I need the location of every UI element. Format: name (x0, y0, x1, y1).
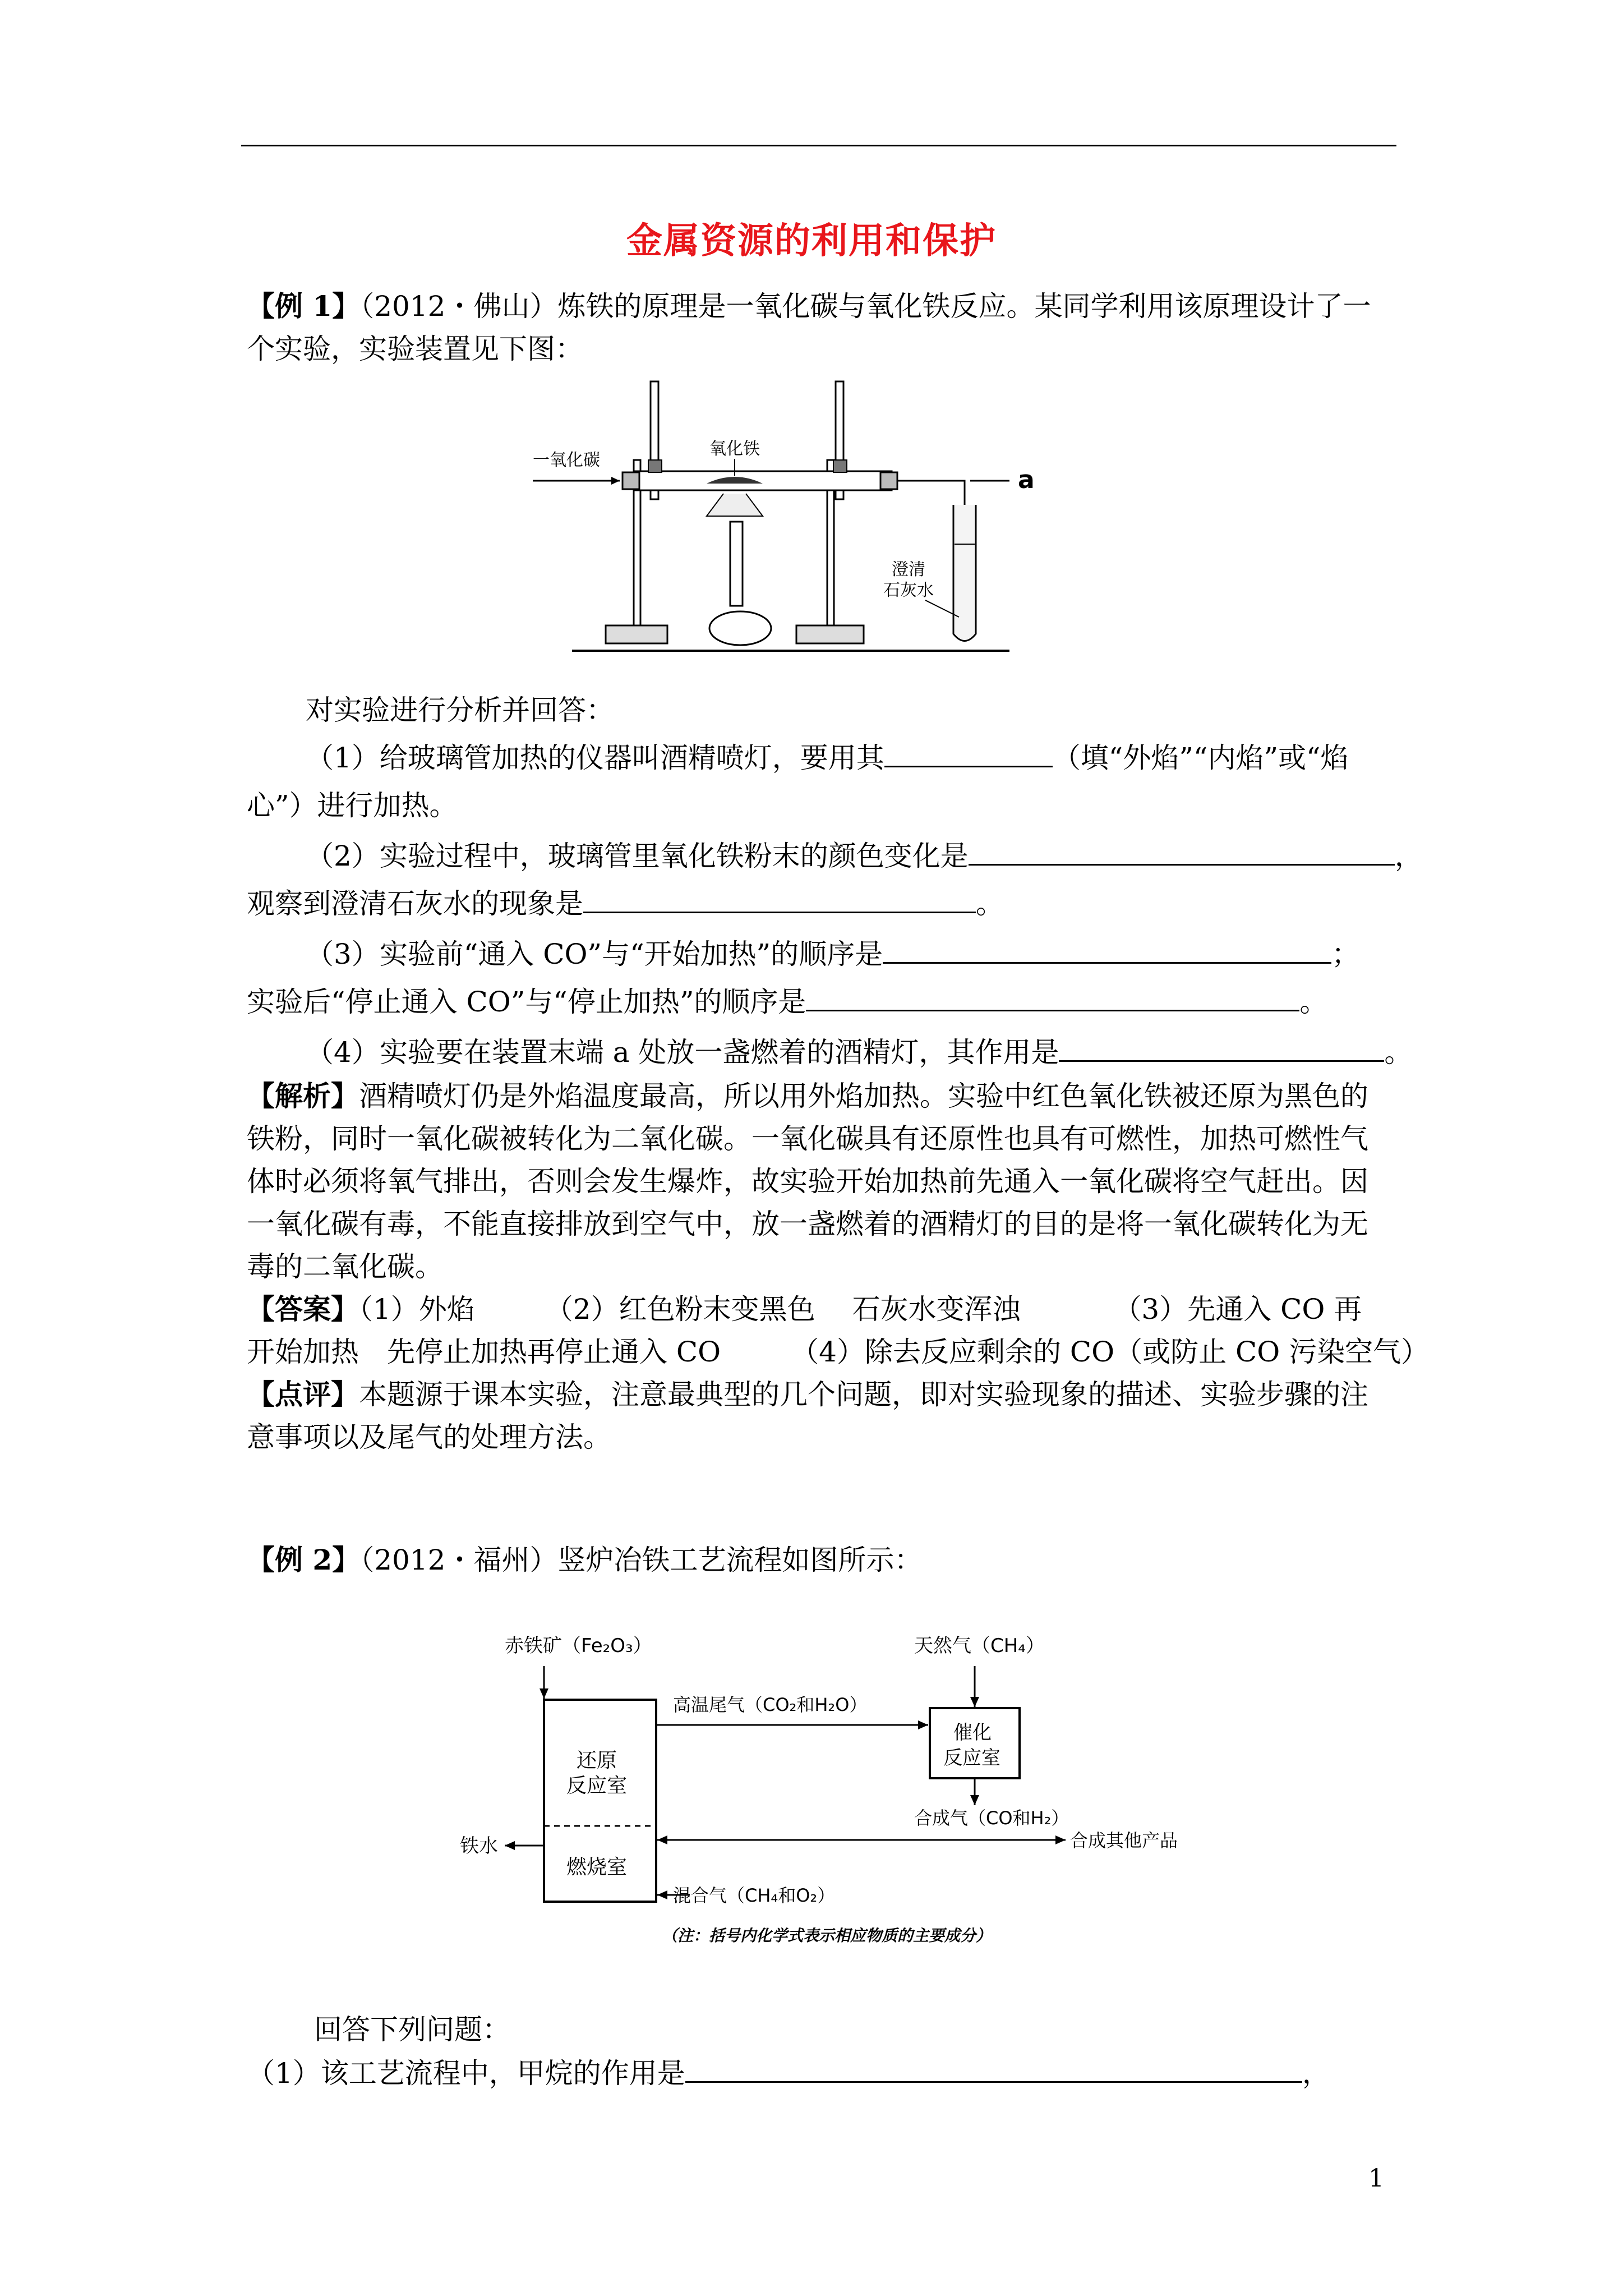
natural-gas-label: 天然气（CH₄） (914, 1635, 1045, 1657)
right-stopper (880, 472, 897, 489)
co-inlet-arrow (611, 477, 620, 485)
limewater-label-1: 澄清 (892, 560, 925, 579)
outlet-a-label: a (1018, 466, 1035, 494)
mixed-gas-label: 混合气（CH₄和O₂） (673, 1885, 836, 1906)
hot-gas-arrow (918, 1720, 928, 1729)
natural-gas-arrow (970, 1697, 979, 1707)
molten-iron-arrow (505, 1841, 515, 1850)
burner-tube (730, 522, 743, 606)
glass-tube (634, 471, 892, 490)
example2-tag: 【例 2】 (247, 1543, 361, 1576)
q2-limewater-blank[interactable] (583, 886, 976, 913)
example1-q1-cont: 心”）进行加热。 (247, 789, 458, 822)
analysis-tag: 【解析】 (247, 1079, 359, 1112)
other-products-arrow (1055, 1835, 1066, 1844)
example2-intro: 回答下列问题： (314, 2013, 510, 2046)
right-clamp (833, 460, 847, 472)
comment-line-2: 意事项以及尾气的处理方法。 (247, 1421, 611, 1453)
syngas-label: 合成气（CO和H₂） (914, 1807, 1069, 1829)
q1-answer-blank[interactable] (884, 740, 1053, 767)
test-tube (953, 505, 976, 641)
analysis-line-2: 铁粉，同时一氧化碳被转化为二氧化碳。一氧化碳具有还原性也具有可燃性，加热可燃性气 (247, 1122, 1368, 1155)
example1-q2-cont: 观察到澄清石灰水的现象是 。 (247, 884, 1402, 924)
reduction-label-2: 反应室 (566, 1774, 628, 1797)
co-label: 一氧化碳 (533, 450, 600, 470)
catalytic-label-1: 催化 (953, 1722, 992, 1744)
syngas-return-arrow (657, 1835, 667, 1844)
q3-after-order-blank[interactable] (806, 984, 1299, 1011)
analysis-line-1: 【解析】酒精喷灯仍是外焰温度最高，所以用外焰加热。实验中红色氧化铁被还原为黑色的 (247, 1079, 1368, 1112)
analysis-line-5: 毒的二氧化碳。 (247, 1250, 443, 1283)
catalytic-label-2: 反应室 (943, 1747, 1000, 1769)
comment-tag: 【点评】 (247, 1378, 359, 1411)
page-number: 1 (1368, 2164, 1384, 2193)
answer-tag: 【答案】 (247, 1292, 359, 1326)
hematite-feed-arrow (540, 1688, 548, 1699)
limewater-label-2: 石灰水 (883, 581, 934, 600)
syngas-down-arrow (970, 1795, 979, 1805)
comment-line-1: 【点评】本题源于课本实验，注意最典型的几个问题，即对实验现象的描述、实验步骤的注 (247, 1378, 1368, 1411)
header-rule (241, 145, 1396, 146)
hematite-label: 赤铁矿（Fe₂O₃） (505, 1635, 652, 1657)
hot-gas-label: 高温尾气（CO₂和H₂O） (673, 1694, 868, 1715)
q2-color-change-blank[interactable] (969, 838, 1395, 866)
other-products-label: 合成其他产品 (1070, 1830, 1178, 1851)
example1-question: 【例 1】（2012・佛山）炼铁的原理是一氧化碳与氧化铁反应。某同学利用该原理设计了一 (247, 289, 1371, 323)
example1-q2: （2）实验过程中，玻璃管里氧化铁粉末的颜色变化是 ， (306, 836, 1461, 876)
example1-intro: 对实验进行分析并回答： (306, 694, 614, 726)
diagram-note: （注：括号内化学式表示相应物质的主要成分） (662, 1926, 992, 1945)
answer-line-2: 开始加热 先停止加热再停止通入 CO （4）除去反应剩余的 CO（或防止 CO 污染空气） (247, 1336, 1430, 1368)
flame-cover (707, 494, 763, 516)
mixed-gas-arrow (657, 1890, 667, 1899)
example2-q1: （1）该工艺流程中，甲烷的作用是 ， (247, 2053, 1402, 2093)
right-stand-base (796, 625, 864, 643)
reduction-label-1: 还原 (577, 1749, 617, 1772)
example1-q1: （1）给玻璃管加热的仪器叫酒精喷灯，要用其 （填“外焰”“内焰”或“焰 (306, 738, 1461, 778)
page-title: 金属资源的利用和保护 (626, 220, 997, 262)
example1-q3: （3）实验前“通入 CO”与“开始加热”的顺序是 ； (306, 934, 1461, 974)
example2-question: 【例 2】（2012・福州）竖炉冶铁工艺流程如图所示： (247, 1543, 923, 1576)
example1-question-cont: 个实验，实验装置见下图： (247, 333, 583, 365)
process-flow-diagram (449, 1627, 1206, 1963)
molten-iron-label: 铁水 (460, 1835, 498, 1857)
burner-base (709, 611, 771, 645)
apparatus-figure (522, 376, 1060, 656)
q3-before-order-blank[interactable] (883, 936, 1331, 964)
example1-tag: 【例 1】 (247, 289, 361, 323)
left-stand-base (606, 625, 667, 643)
iron-oxide-label: 氧化铁 (709, 439, 760, 459)
left-clamp (648, 460, 662, 472)
methane-role-blank[interactable] (685, 2055, 1302, 2083)
combustion-label: 燃烧室 (566, 1856, 628, 1879)
analysis-line-3: 体时必须将氧气排出，否则会发生爆炸，故实验开始加热前先通入一氧化碳将空气赶出。因 (247, 1165, 1368, 1198)
example1-q3-cont: 实验后“停止通入 CO”与“停止加热”的顺序是 。 (247, 982, 1402, 1022)
analysis-line-4: 一氧化碳有毒，不能直接排放到空气中，放一盏燃着的酒精灯的目的是将一氧化碳转化为无 (247, 1208, 1368, 1240)
left-stopper (623, 472, 639, 489)
answer-line-1: 【答案】（1）外焰 （2）红色粉末变黑色 石灰水变浑浊 （3）先通入 CO 再 (247, 1292, 1362, 1326)
example1-q4: （4）实验要在装置末端 a 处放一盏燃着的酒精灯，其作用是 。 (306, 1032, 1461, 1073)
q4-purpose-blank[interactable] (1059, 1034, 1384, 1062)
